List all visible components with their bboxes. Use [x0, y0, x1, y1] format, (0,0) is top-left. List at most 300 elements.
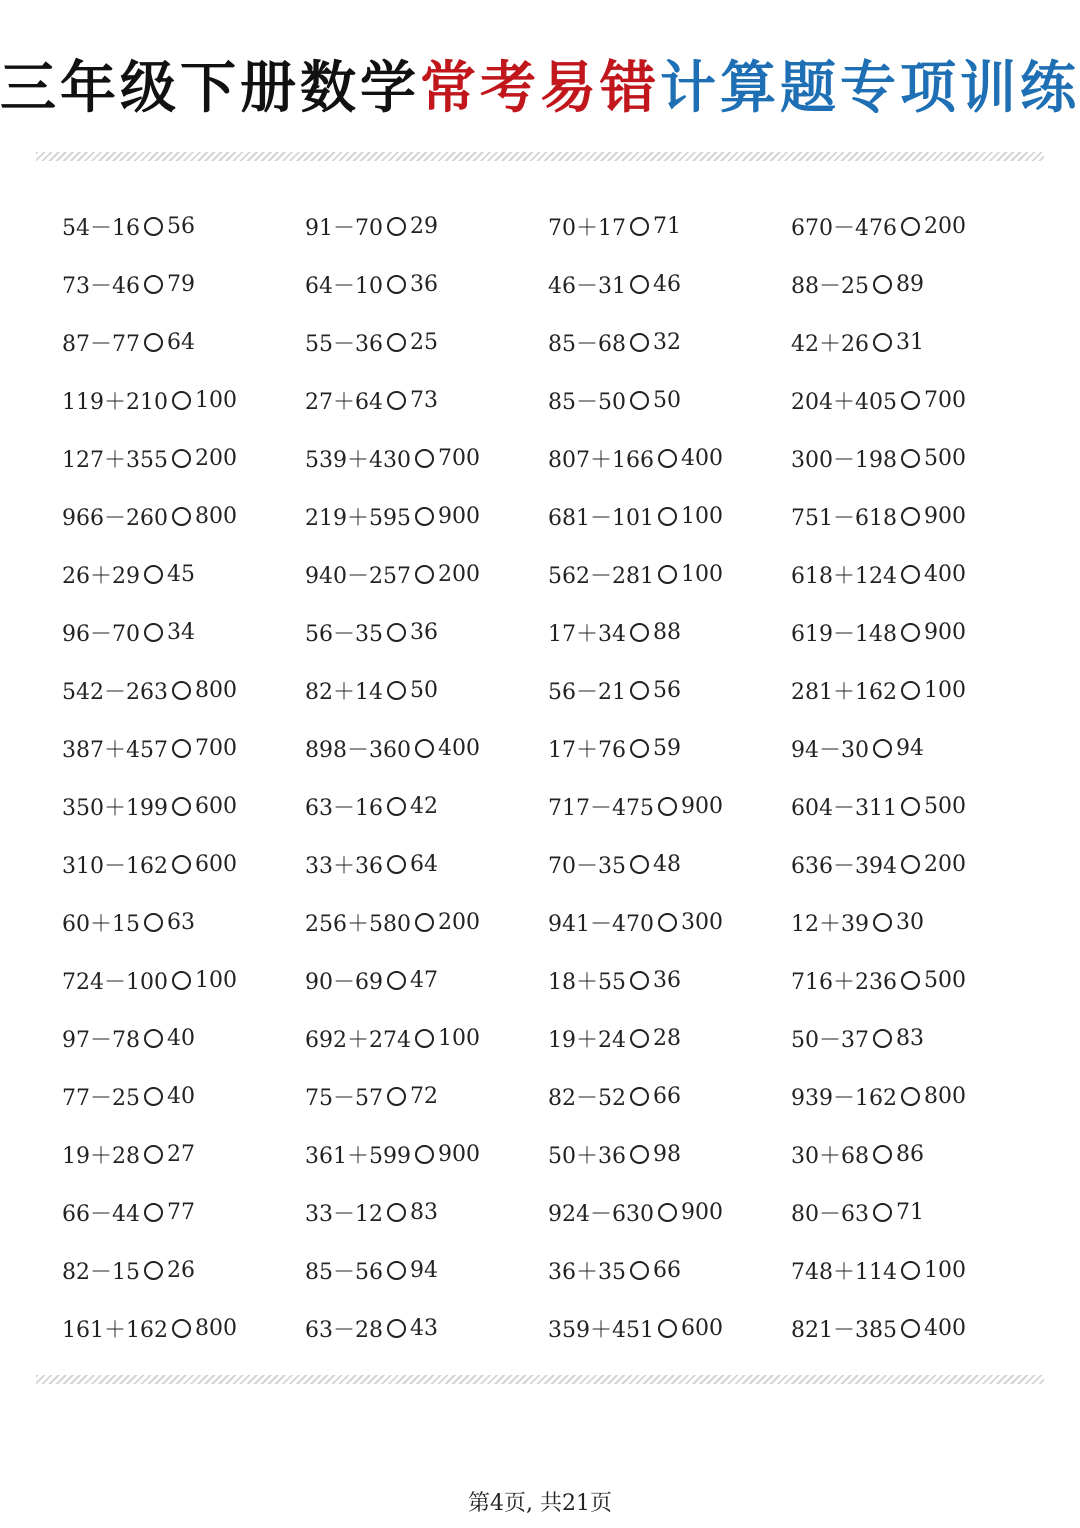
problem-expression: 619－148 [791, 621, 897, 647]
comparison-circle-blank[interactable] [387, 1319, 406, 1338]
problem-compare-number: 83 [410, 1199, 438, 1225]
problem-expression: 82－52 [548, 1085, 626, 1111]
comparison-problem [305, 849, 548, 880]
comparison-circle-blank[interactable] [387, 1087, 406, 1106]
comparison-circle-blank[interactable] [172, 739, 191, 758]
comparison-problem [548, 617, 791, 648]
comparison-problem [548, 849, 791, 880]
problem-expression: 350＋199 [62, 795, 168, 821]
comparison-problem [791, 1255, 1034, 1286]
problem-row [62, 371, 1042, 429]
comparison-problem [548, 907, 791, 938]
problem-compare-number: 36 [653, 967, 681, 993]
problem-expression: 127＋355 [62, 447, 168, 473]
problem-expression: 46－31 [548, 273, 626, 299]
comparison-circle-blank[interactable] [901, 1319, 920, 1338]
comparison-problem [548, 385, 791, 416]
comparison-problem [791, 1023, 1034, 1054]
problem-compare-number: 72 [410, 1083, 438, 1109]
problem-expression: 94－30 [791, 737, 869, 763]
problem-compare-number: 500 [923, 793, 966, 819]
comparison-problem [791, 907, 1034, 938]
comparison-problem [62, 907, 305, 938]
problem-expression: 12＋39 [791, 911, 869, 937]
problem-compare-number: 600 [194, 793, 237, 819]
comparison-problem [305, 1139, 548, 1170]
comparison-problem [305, 211, 548, 242]
comparison-problem [62, 211, 305, 242]
problem-compare-number: 31 [896, 329, 924, 355]
comparison-circle-blank[interactable] [387, 681, 406, 700]
problem-expression: 300－198 [791, 447, 897, 473]
comparison-circle-blank[interactable] [873, 739, 892, 758]
problem-row [62, 835, 1042, 893]
problem-compare-number: 900 [680, 793, 723, 819]
comparison-problem [62, 965, 305, 996]
problem-compare-number: 77 [167, 1199, 195, 1225]
comparison-circle-blank[interactable] [901, 507, 920, 526]
problem-expression: 87－77 [62, 331, 140, 357]
comparison-circle-blank[interactable] [658, 1203, 677, 1222]
comparison-circle-blank[interactable] [630, 623, 649, 642]
problem-compare-number: 500 [923, 445, 966, 471]
problem-expression: 50－37 [791, 1027, 869, 1053]
comparison-problem [62, 675, 305, 706]
title-grade-part: 三年级下册数学 [0, 56, 420, 121]
comparison-problem [791, 443, 1034, 474]
problem-expression: 161＋162 [62, 1317, 168, 1343]
problem-compare-number: 700 [437, 445, 480, 471]
comparison-circle-blank[interactable] [387, 1203, 406, 1222]
problem-expression: 73－46 [62, 273, 140, 299]
title-error-prone-part: 常考易错 [420, 56, 660, 121]
comparison-problem [62, 327, 305, 358]
comparison-circle-blank[interactable] [415, 565, 434, 584]
comparison-circle-blank[interactable] [387, 275, 406, 294]
comparison-problem [791, 559, 1034, 590]
comparison-problem [305, 559, 548, 590]
problem-compare-number: 25 [410, 329, 438, 355]
problem-expression: 681－101 [548, 505, 654, 531]
problem-expression: 80－63 [791, 1201, 869, 1227]
comparison-circle-blank[interactable] [630, 1261, 649, 1280]
comparison-circle-blank[interactable] [630, 333, 649, 352]
problem-compare-number: 400 [923, 561, 966, 587]
comparison-circle-blank[interactable] [172, 1319, 191, 1338]
comparison-problem [305, 385, 548, 416]
problem-expression: 27＋64 [305, 389, 383, 415]
problem-compare-number: 48 [653, 851, 681, 877]
comparison-problem [305, 1255, 548, 1286]
comparison-problem [62, 1139, 305, 1170]
comparison-circle-blank[interactable] [144, 275, 163, 294]
comparison-problem [548, 965, 791, 996]
comparison-circle-blank[interactable] [172, 797, 191, 816]
comparison-problem [305, 965, 548, 996]
problem-expression: 219＋595 [305, 505, 411, 531]
comparison-circle-blank[interactable] [144, 1261, 163, 1280]
comparison-problem [791, 965, 1034, 996]
problem-expression: 88－25 [791, 273, 869, 299]
problem-expression: 807＋166 [548, 447, 654, 473]
bottom-divider [36, 1375, 1044, 1384]
problem-compare-number: 100 [923, 677, 966, 703]
comparison-circle-blank[interactable] [658, 797, 677, 816]
problem-compare-number: 64 [167, 329, 195, 355]
comparison-circle-blank[interactable] [144, 1203, 163, 1222]
comparison-circle-blank[interactable] [415, 449, 434, 468]
comparison-problem [62, 1023, 305, 1054]
problem-compare-number: 800 [923, 1083, 966, 1109]
comparison-problem [548, 559, 791, 590]
comparison-problem [305, 907, 548, 938]
comparison-circle-blank[interactable] [387, 391, 406, 410]
problem-compare-number: 66 [653, 1257, 681, 1283]
problem-compare-number: 36 [410, 271, 438, 297]
title-training-part: 计算题专项训练 [660, 56, 1080, 121]
problem-expression: 539＋430 [305, 447, 411, 473]
problem-compare-number: 200 [437, 909, 480, 935]
problem-compare-number: 47 [410, 967, 438, 993]
problem-expression: 939－162 [791, 1085, 897, 1111]
comparison-circle-blank[interactable] [873, 1029, 892, 1048]
comparison-circle-blank[interactable] [172, 681, 191, 700]
comparison-circle-blank[interactable] [630, 971, 649, 990]
comparison-circle-blank[interactable] [658, 507, 677, 526]
comparison-problem [548, 211, 791, 242]
problem-compare-number: 98 [653, 1141, 681, 1167]
comparison-problem [305, 1081, 548, 1112]
problem-compare-number: 29 [410, 213, 438, 239]
comparison-circle-blank[interactable] [901, 623, 920, 642]
problem-compare-number: 59 [653, 735, 681, 761]
problem-row [62, 719, 1042, 777]
problem-compare-number: 56 [653, 677, 681, 703]
problem-row [62, 1009, 1042, 1067]
comparison-circle-blank[interactable] [415, 507, 434, 526]
comparison-circle-blank[interactable] [901, 565, 920, 584]
problem-expression: 19＋24 [548, 1027, 626, 1053]
comparison-problem [548, 675, 791, 706]
problem-compare-number: 36 [410, 619, 438, 645]
comparison-circle-blank[interactable] [144, 1029, 163, 1048]
comparison-circle-blank[interactable] [873, 333, 892, 352]
comparison-circle-blank[interactable] [658, 565, 677, 584]
problem-compare-number: 88 [653, 619, 681, 645]
comparison-circle-blank[interactable] [901, 449, 920, 468]
comparison-circle-blank[interactable] [658, 1319, 677, 1338]
problem-expression: 50＋36 [548, 1143, 626, 1169]
problem-expression: 670－476 [791, 215, 897, 241]
problem-expression: 42＋26 [791, 331, 869, 357]
problem-expression: 716＋236 [791, 969, 897, 995]
problem-compare-number: 800 [194, 1315, 237, 1341]
comparison-circle-blank[interactable] [387, 333, 406, 352]
problem-compare-number: 40 [167, 1025, 195, 1051]
comparison-circle-blank[interactable] [630, 739, 649, 758]
comparison-problem [548, 1255, 791, 1286]
comparison-circle-blank[interactable] [873, 275, 892, 294]
problem-expression: 66－44 [62, 1201, 140, 1227]
problem-compare-number: 71 [896, 1199, 924, 1225]
comparison-problem [791, 849, 1034, 880]
comparison-problem [305, 1023, 548, 1054]
comparison-circle-blank[interactable] [387, 1261, 406, 1280]
problem-compare-number: 200 [923, 213, 966, 239]
comparison-circle-blank[interactable] [873, 1203, 892, 1222]
problem-compare-number: 50 [653, 387, 681, 413]
problem-compare-number: 43 [410, 1315, 438, 1341]
comparison-circle-blank[interactable] [144, 333, 163, 352]
comparison-circle-blank[interactable] [144, 565, 163, 584]
comparison-circle-blank[interactable] [901, 217, 920, 236]
comparison-circle-blank[interactable] [901, 1261, 920, 1280]
problem-expression: 898－360 [305, 737, 411, 763]
comparison-circle-blank[interactable] [901, 1087, 920, 1106]
comparison-problem [305, 443, 548, 474]
comparison-circle-blank[interactable] [873, 1145, 892, 1164]
comparison-problem [791, 733, 1034, 764]
problem-expression: 64－10 [305, 273, 383, 299]
problem-compare-number: 100 [194, 387, 237, 413]
problem-compare-number: 900 [437, 503, 480, 529]
comparison-circle-blank[interactable] [901, 681, 920, 700]
problem-compare-number: 900 [923, 619, 966, 645]
problem-compare-number: 100 [923, 1257, 966, 1283]
top-divider [36, 152, 1044, 161]
comparison-problem [791, 269, 1034, 300]
comparison-circle-blank[interactable] [658, 913, 677, 932]
problem-compare-number: 600 [680, 1315, 723, 1341]
problem-row [62, 661, 1042, 719]
problem-expression: 77－25 [62, 1085, 140, 1111]
comparison-circle-blank[interactable] [172, 971, 191, 990]
problem-expression: 748＋114 [791, 1259, 897, 1285]
comparison-circle-blank[interactable] [144, 1145, 163, 1164]
problem-compare-number: 50 [410, 677, 438, 703]
problem-expression: 387＋457 [62, 737, 168, 763]
comparison-problem [62, 733, 305, 764]
comparison-problem [548, 1313, 791, 1344]
problem-expression: 821－385 [791, 1317, 897, 1343]
comparison-circle-blank[interactable] [901, 971, 920, 990]
problem-expression: 361＋599 [305, 1143, 411, 1169]
problem-compare-number: 600 [194, 851, 237, 877]
problem-compare-number: 100 [194, 967, 237, 993]
comparison-circle-blank[interactable] [901, 797, 920, 816]
comparison-problem [305, 327, 548, 358]
problem-expression: 70－35 [548, 853, 626, 879]
problem-expression: 70＋17 [548, 215, 626, 241]
problem-expression: 82－15 [62, 1259, 140, 1285]
problem-expression: 75－57 [305, 1085, 383, 1111]
comparison-circle-blank[interactable] [172, 855, 191, 874]
problem-expression: 204＋405 [791, 389, 897, 415]
problem-row [62, 545, 1042, 603]
problem-compare-number: 94 [896, 735, 924, 761]
problem-expression: 85－68 [548, 331, 626, 357]
comparison-circle-blank[interactable] [658, 449, 677, 468]
comparison-circle-blank[interactable] [415, 1029, 434, 1048]
comparison-circle-blank[interactable] [387, 217, 406, 236]
comparison-problem [62, 501, 305, 532]
problem-expression: 17＋76 [548, 737, 626, 763]
problem-expression: 941－470 [548, 911, 654, 937]
comparison-circle-blank[interactable] [387, 855, 406, 874]
problem-expression: 56－35 [305, 621, 383, 647]
problem-compare-number: 900 [437, 1141, 480, 1167]
comparison-circle-blank[interactable] [172, 391, 191, 410]
problem-expression: 63－28 [305, 1317, 383, 1343]
comparison-circle-blank[interactable] [144, 913, 163, 932]
comparison-circle-blank[interactable] [387, 623, 406, 642]
comparison-problem [62, 559, 305, 590]
problem-expression: 119＋210 [62, 389, 168, 415]
problem-compare-number: 73 [410, 387, 438, 413]
problem-compare-number: 28 [653, 1025, 681, 1051]
problem-expression: 33＋36 [305, 853, 383, 879]
comparison-problem [62, 617, 305, 648]
comparison-problem [62, 1197, 305, 1228]
comparison-circle-blank[interactable] [630, 681, 649, 700]
comparison-problem [548, 791, 791, 822]
comparison-problem [791, 385, 1034, 416]
problem-compare-number: 200 [437, 561, 480, 587]
comparison-circle-blank[interactable] [630, 1145, 649, 1164]
comparison-problem [62, 1255, 305, 1286]
comparison-circle-blank[interactable] [144, 623, 163, 642]
comparison-circle-blank[interactable] [630, 1087, 649, 1106]
comparison-circle-blank[interactable] [387, 971, 406, 990]
problem-row [62, 1299, 1042, 1357]
problem-expression: 63－16 [305, 795, 383, 821]
comparison-circle-blank[interactable] [873, 913, 892, 932]
problem-expression: 17＋34 [548, 621, 626, 647]
comparison-circle-blank[interactable] [415, 913, 434, 932]
problem-compare-number: 86 [896, 1141, 924, 1167]
problem-row [62, 893, 1042, 951]
problem-row [62, 603, 1042, 661]
problem-expression: 60＋15 [62, 911, 140, 937]
problem-compare-number: 800 [194, 677, 237, 703]
problem-compare-number: 83 [896, 1025, 924, 1051]
problem-expression: 96－70 [62, 621, 140, 647]
problem-compare-number: 64 [410, 851, 438, 877]
comparison-circle-blank[interactable] [172, 507, 191, 526]
comparison-circle-blank[interactable] [172, 449, 191, 468]
problem-expression: 636－394 [791, 853, 897, 879]
problem-compare-number: 200 [194, 445, 237, 471]
problem-compare-number: 900 [923, 503, 966, 529]
problem-compare-number: 66 [653, 1083, 681, 1109]
comparison-circle-blank[interactable] [901, 855, 920, 874]
problem-compare-number: 100 [680, 503, 723, 529]
problem-expression: 55－36 [305, 331, 383, 357]
problem-expression: 542－263 [62, 679, 168, 705]
comparison-problem [62, 269, 305, 300]
problem-compare-number: 32 [653, 329, 681, 355]
problem-compare-number: 71 [653, 213, 681, 239]
problem-expression: 36＋35 [548, 1259, 626, 1285]
problem-compare-number: 56 [167, 213, 195, 239]
problem-expression: 717－475 [548, 795, 654, 821]
comparison-problem [305, 269, 548, 300]
problem-row [62, 951, 1042, 1009]
comparison-problem [62, 849, 305, 880]
page-title [0, 50, 1080, 128]
problem-expression: 82＋14 [305, 679, 383, 705]
comparison-circle-blank[interactable] [630, 855, 649, 874]
problem-compare-number: 400 [437, 735, 480, 761]
problem-expression: 97－78 [62, 1027, 140, 1053]
problem-expression: 281＋162 [791, 679, 897, 705]
problem-row [62, 429, 1042, 487]
comparison-circle-blank[interactable] [901, 391, 920, 410]
comparison-circle-blank[interactable] [144, 217, 163, 236]
problem-expression: 19＋28 [62, 1143, 140, 1169]
comparison-circle-blank[interactable] [630, 1029, 649, 1048]
comparison-problem [548, 269, 791, 300]
problem-expression: 618＋124 [791, 563, 897, 589]
comparison-circle-blank[interactable] [630, 217, 649, 236]
comparison-circle-blank[interactable] [630, 391, 649, 410]
problem-expression: 91－70 [305, 215, 383, 241]
problem-expression: 751－618 [791, 505, 897, 531]
problem-compare-number: 94 [410, 1257, 438, 1283]
comparison-circle-blank[interactable] [387, 797, 406, 816]
comparison-circle-blank[interactable] [144, 1087, 163, 1106]
comparison-problem [62, 1081, 305, 1112]
comparison-problem [62, 385, 305, 416]
problem-expression: 85－56 [305, 1259, 383, 1285]
comparison-circle-blank[interactable] [630, 275, 649, 294]
comparison-problem [305, 675, 548, 706]
problem-compare-number: 500 [923, 967, 966, 993]
comparison-problem [305, 733, 548, 764]
problem-expression: 33－12 [305, 1201, 383, 1227]
problem-expression: 56－21 [548, 679, 626, 705]
problem-compare-number: 800 [194, 503, 237, 529]
problem-compare-number: 400 [923, 1315, 966, 1341]
comparison-problem [305, 617, 548, 648]
problem-compare-number: 200 [923, 851, 966, 877]
problem-row [62, 255, 1042, 313]
problem-compare-number: 400 [680, 445, 723, 471]
comparison-problem [791, 501, 1034, 532]
problem-compare-number: 100 [680, 561, 723, 587]
problem-grid [62, 197, 1042, 1357]
problem-row [62, 313, 1042, 371]
comparison-problem [791, 211, 1034, 242]
problem-compare-number: 26 [167, 1257, 195, 1283]
problem-compare-number: 79 [167, 271, 195, 297]
problem-expression: 256＋580 [305, 911, 411, 937]
comparison-problem [305, 1197, 548, 1228]
problem-expression: 26＋29 [62, 563, 140, 589]
comparison-problem [791, 1139, 1034, 1170]
comparison-circle-blank[interactable] [415, 739, 434, 758]
comparison-problem [791, 675, 1034, 706]
comparison-circle-blank[interactable] [415, 1145, 434, 1164]
comparison-problem [548, 327, 791, 358]
comparison-problem [548, 1081, 791, 1112]
comparison-problem [791, 1313, 1034, 1344]
page-number: 第4页, 共21页 [468, 1491, 612, 1516]
problem-expression: 54－16 [62, 215, 140, 241]
problem-row [62, 1125, 1042, 1183]
comparison-problem [791, 1081, 1034, 1112]
problem-expression: 18＋55 [548, 969, 626, 995]
